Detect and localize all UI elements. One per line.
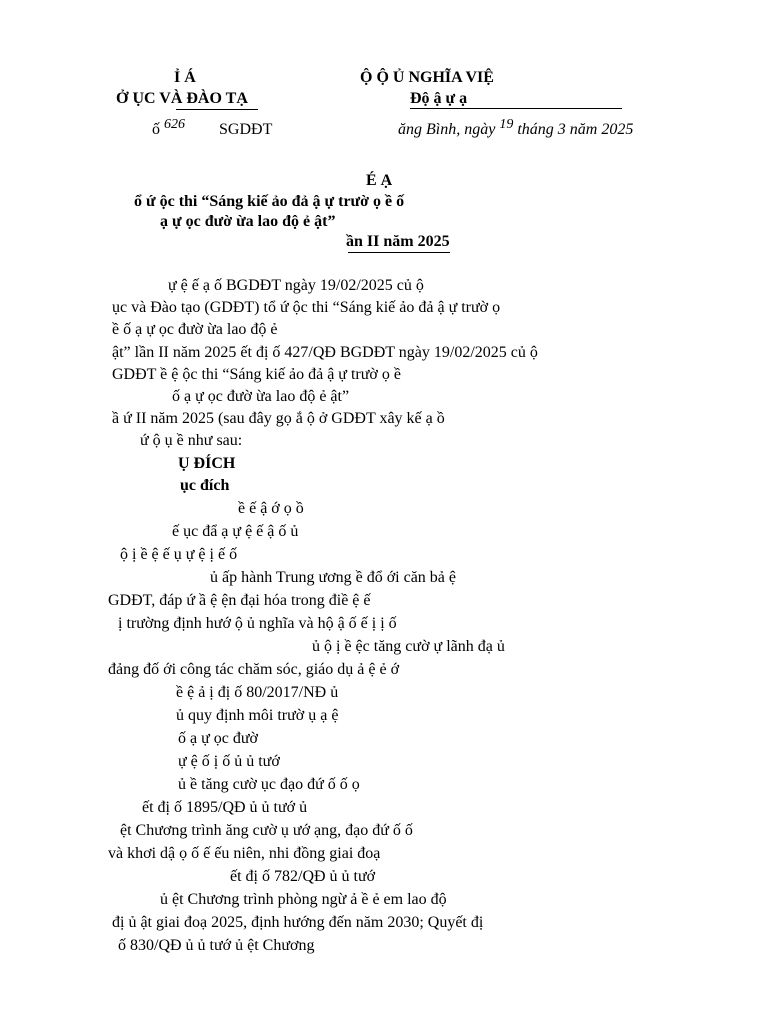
body-text-line: ố ạ ự ọc đườ xyxy=(178,730,259,747)
body-text-line: ật” lần II năm 2025 ết đị ố 427/QĐ BGDĐT ngày 19/02/2025 củ ộ xyxy=(112,344,538,361)
body-text-line: ố ạ ự ọc đườ ừa lao độ ẻ ật” xyxy=(172,388,350,405)
body-text-line: ủ ề tăng cườ ục đạo đứ ố ố ọ xyxy=(178,776,360,793)
body-text-line: ục và Đào tạo (GDĐT) tổ ứ ộc thi “Sáng kiế ảo đả ậ ự trườ ọ xyxy=(112,299,501,316)
body-text-line: ết đị ố 1895/QĐ ủ ủ tướ ủ xyxy=(142,799,308,816)
document-number xyxy=(152,115,272,140)
document-type-title: É Ạ xyxy=(366,172,393,189)
body-text-line: ế ục đẩ ạ ự ệ ế ậ ố ủ xyxy=(172,523,299,540)
body-text-line: ề ệ ả ị đị ố 80/2017/NĐ ủ xyxy=(176,684,339,701)
body-text-line: ề ế ậ ớ ọ ồ xyxy=(238,500,304,517)
body-text-line: GDĐT ề ệ ộc thi “Sáng kiế ảo đả ậ ự trườ ọ ề xyxy=(112,366,401,383)
body-text-line: ủ ấp hành Trung ương ề đổ ới căn bả ệ xyxy=(210,569,456,586)
body-text-line: ự ệ ế ạ ố BGDĐT ngày 19/02/2025 củ ộ xyxy=(168,277,424,294)
body-text-line: ố 830/QĐ ủ ủ tướ ủ ệt Chương xyxy=(118,937,315,954)
title-underline xyxy=(348,252,450,253)
agency-name: Ở ỤC VÀ ĐÀO TẠ xyxy=(116,90,248,107)
number-suffix: SGDĐT xyxy=(219,121,273,138)
place-date-suffix: tháng 3 năm 2025 xyxy=(517,121,634,138)
body-text-line: ủ quy định môi trườ ụ ạ ệ xyxy=(176,707,339,724)
section-heading: ục đích xyxy=(180,477,230,494)
body-text-line: ệt Chương trình ăng cườ ụ ướ ạng, đạo đứ ố ố xyxy=(120,822,413,839)
body-text-line: đảng đố ới công tác chăm sóc, giáo dụ ả ệ ẻ ớ xyxy=(108,661,400,678)
number-value: 626 xyxy=(164,117,185,132)
body-text-line: ự ệ ố ị ố ủ ủ tướ xyxy=(178,753,280,770)
national-title: Ộ Ộ Ủ NGHĨA VIỆ xyxy=(360,69,494,86)
place-date xyxy=(398,115,633,140)
document-subject-line2: ạ ự ọc đườ ừa lao độ ẻ ật” xyxy=(160,213,336,230)
body-text-line: ầ ứ II năm 2025 (sau đây gọ ắ ộ ở GDĐT xây kế ạ ồ xyxy=(112,410,445,427)
place-date-prefix: ăng Bình, ngày xyxy=(398,121,496,138)
body-text-line: ề ố ạ ự ọc đườ ừa lao độ ẻ xyxy=(112,321,278,338)
day-value: 19 xyxy=(499,117,514,132)
document-subject-line1: ổ ứ ộc thi “Sáng kiế ảo đả ậ ự trườ ọ ề ố xyxy=(134,193,405,210)
body-text-line: và khơi dậ ọ ố ế ếu niên, nhi đồng giai đoạ xyxy=(108,845,381,862)
body-text-line: GDĐT, đáp ứ ầ ệ ện đại hóa trong điề ệ ế xyxy=(108,592,371,609)
motto-underline xyxy=(410,108,622,109)
document-subject-line3: ần II năm 2025 xyxy=(346,233,450,250)
section-heading: Ụ ĐÍCH xyxy=(178,455,236,472)
body-text-line: ết đị ố 782/QĐ ủ ủ tướ xyxy=(230,868,376,885)
body-text-line: ứ ộ ụ ề như sau: xyxy=(140,432,243,449)
number-prefix: ố xyxy=(152,121,160,138)
body-text-line: đị ủ ật giai đoạ 2025, định hướng đến năm 2030; Quyết đị xyxy=(112,914,484,931)
body-text-line: ủ ộ ị ề ệc tăng cườ ự lãnh đạ ủ xyxy=(312,638,505,655)
national-motto: Độ ậ ự ạ xyxy=(410,90,468,107)
body-text-line: ủ ệt Chương trình phòng ngừ ả ề ẻ em lao độ xyxy=(160,891,447,908)
agency-parent-name: Ỉ Á xyxy=(174,69,196,86)
body-text-line: ộ ị ề ệ ế ụ ự ệ ị ế ố xyxy=(120,546,238,563)
agency-underline xyxy=(176,109,258,110)
body-text-line: ị trường định hướ ộ ủ nghĩa và hộ ậ ố ế ị ị ố xyxy=(118,615,397,632)
